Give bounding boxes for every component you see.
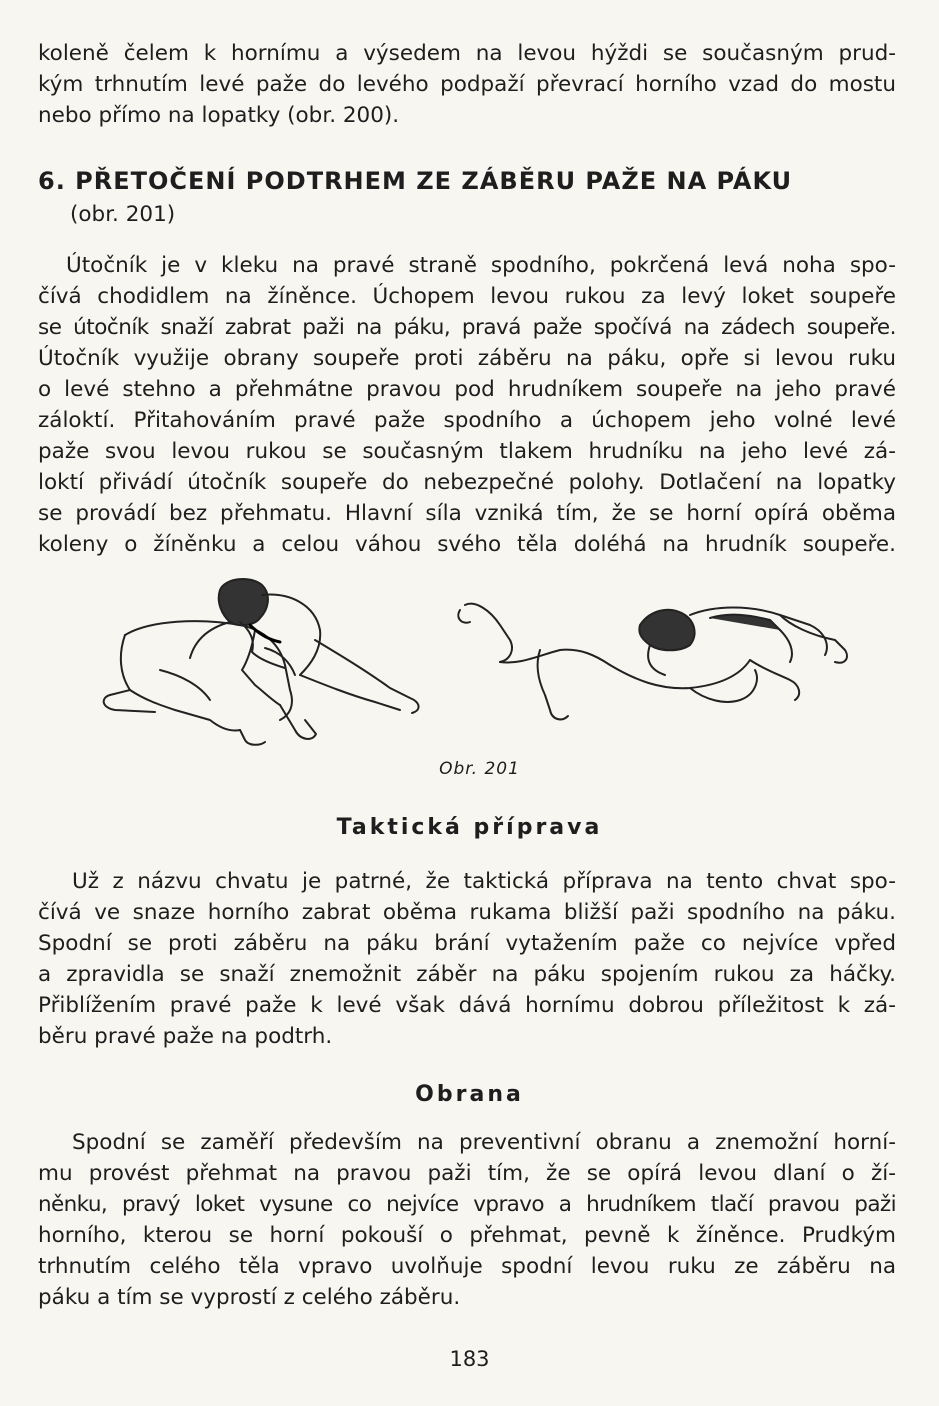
page-number: 183 <box>449 1347 490 1371</box>
text-line: Už z názvu chvatu je patrné, že taktická příprava na tento chvat spo- <box>72 869 896 894</box>
text-line: koleně čelem k hornímu a výsedem na levou hýždi se současným prud- <box>38 41 896 66</box>
text-line: Spodní se zaměří především na preventivní obranu a znemožní horní- <box>72 1130 896 1155</box>
text-line: kým trhnutím levé paže do levého podpaží převrací horního vzad do mostu <box>38 72 896 97</box>
text-line: běru pravé paže na podtrh. <box>38 1024 333 1049</box>
description-paragraph <box>38 250 896 560</box>
text-line: a zpravidla se snaží znemožnit záběr na páku spojením rukou za háčky. <box>38 962 896 987</box>
text-line: páku a tím se vyprostí z celého záběru. <box>38 1285 461 1310</box>
text-line: se útočník snaží zabrat paži na páku, pravá paže spočívá na zádech soupeře. <box>38 315 896 340</box>
text-line: nebo přímo na lopatky (obr. 200). <box>38 103 400 128</box>
text-line: Přiblížením pravé paže k levé však dává hornímu dobrou příležitost k zá- <box>38 993 896 1018</box>
text-line: loktí přivádí útočník soupeře do nebezpečné polohy. Dotlačení na lopatky <box>38 470 896 495</box>
intro-paragraph <box>38 38 896 131</box>
text-line: mu provést přehmat na pravou paži tím, že se opírá levou dlaní o ží- <box>38 1161 896 1186</box>
text-line: horního, kterou se horní pokouší o přehmat, pevně k žíněnce. Prudkým <box>38 1223 896 1248</box>
tactics-paragraph <box>38 866 896 1052</box>
tactics-heading: Taktická příprava <box>336 815 603 840</box>
section-heading-reference: (obr. 201) <box>70 202 176 227</box>
text-line: něnku, pravý loket vysune co nejvíce vpravo a hrudníkem tlačí pravou paži <box>38 1192 896 1217</box>
wrestling-illustration <box>90 570 870 770</box>
text-line: čívá ve snaze horního zabrat oběma rukama bližší paži spodního na páku. <box>38 900 896 925</box>
text-line: záloktí. Přitahováním pravé paže spodního a úchopem jeho volné levé <box>38 408 896 433</box>
text-line: Útočník je v kleku na pravé straně spodního, pokrčená levá noha spo- <box>66 253 896 278</box>
text-line: koleny o žíněnku a celou váhou svého těla doléhá na hrudník soupeře. <box>38 532 896 557</box>
section-heading: 6. PŘETOČENÍ PODTRHEM ZE ZÁBĚRU PAŽE NA PÁKU <box>38 167 793 195</box>
text-line: se provádí bez přehmatu. Hlavní síla vzniká tím, že se horní opírá oběma <box>38 501 896 526</box>
right-wrestlers-drawing <box>458 604 847 720</box>
left-wrestlers-drawing <box>104 579 419 745</box>
text-line: čívá chodidlem na žíněnce. Úchopem levou rukou za levý loket soupeře <box>38 284 896 309</box>
text-line: trhnutím celého těla vpravo uvolňuje spodní levou ruku ze záběru na <box>38 1254 896 1279</box>
text-line: paže svou levou rukou se současným tlakem hrudníku na jeho levé zá- <box>38 439 896 464</box>
figure-caption: Obr. 201 <box>439 759 520 779</box>
text-line: Spodní se proti záběru na páku brání vytažením paže co nejvíce vpřed <box>38 931 896 956</box>
defense-paragraph <box>38 1127 896 1313</box>
text-line: o levé stehno a přehmátne pravou pod hrudníkem soupeře na jeho pravé <box>38 377 896 402</box>
defense-heading: Obrana <box>415 1082 524 1107</box>
text-line: Útočník využije obrany soupeře proti záběru na páku, opře si levou ruku <box>38 346 896 371</box>
